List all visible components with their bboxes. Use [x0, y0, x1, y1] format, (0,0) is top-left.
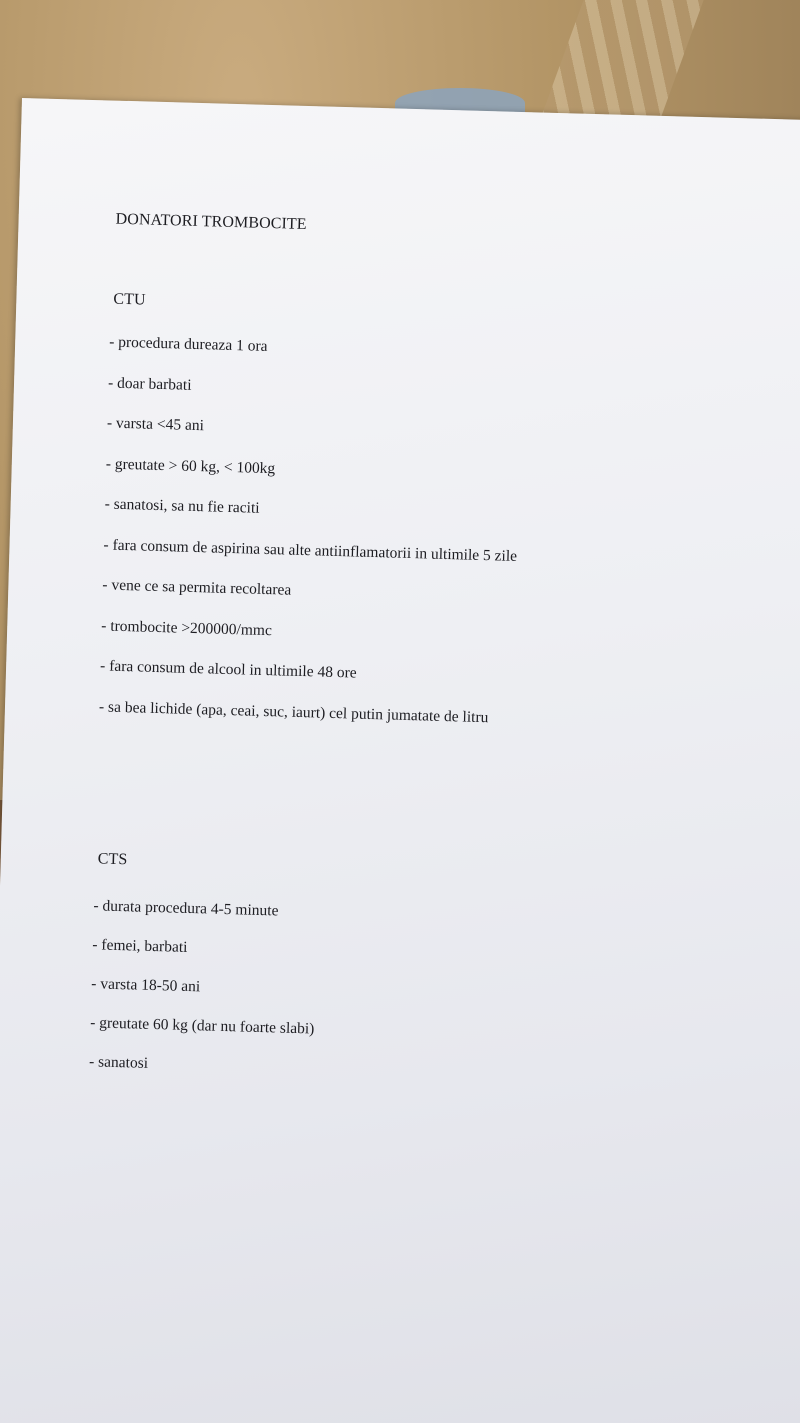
list-item: [88, 1053, 313, 1098]
paper-sheet: [0, 98, 800, 1423]
list-item-text: - vene ce sa permita recoltarea: [102, 576, 292, 599]
list-item-text: - greutate 60 kg (dar nu foarte slabi): [89, 1014, 315, 1038]
background-fabric: [536, 0, 703, 130]
cts-requirements-list: [88, 897, 318, 1098]
section-title-ctu: CTU: [113, 290, 146, 309]
ctu-requirements-list: [98, 334, 523, 750]
list-item-text: - sanatosi, sa nu fie raciti: [104, 495, 260, 517]
list-item: [90, 975, 315, 1020]
list-item-text: - greutate > 60 kg, < 100kg: [105, 454, 276, 477]
list-item-text: - procedura dureaza 1 ora: [108, 333, 268, 355]
list-item-text: - sa bea lichide (apa, ceai, suc, iaurt) cel putin jumatate de litru: [98, 697, 489, 726]
list-item-text: - femei, barbati: [92, 936, 188, 956]
list-item: [89, 1014, 314, 1059]
list-item-text: - fara consum de aspirina sau alte antiinflamatorii in ultimile 5 zile: [103, 535, 518, 565]
list-item-text: - doar barbati: [107, 374, 192, 394]
list-item: [93, 897, 318, 942]
section-title-cts: CTS: [97, 850, 128, 869]
list-item-text: - trombocite >200000/mmc: [101, 616, 273, 639]
list-item-text: - varsta <45 ani: [106, 414, 205, 435]
list-item-text: - sanatosi: [88, 1053, 149, 1072]
document-title: DONATORI TROMBOCITE: [115, 210, 307, 233]
list-item-text: - durata procedura 4-5 minute: [93, 897, 279, 920]
list-item-text: - fara consum de alcool in ultimile 48 ore: [99, 657, 357, 682]
list-item-text: - varsta 18-50 ani: [91, 975, 201, 996]
list-item: [92, 936, 317, 981]
